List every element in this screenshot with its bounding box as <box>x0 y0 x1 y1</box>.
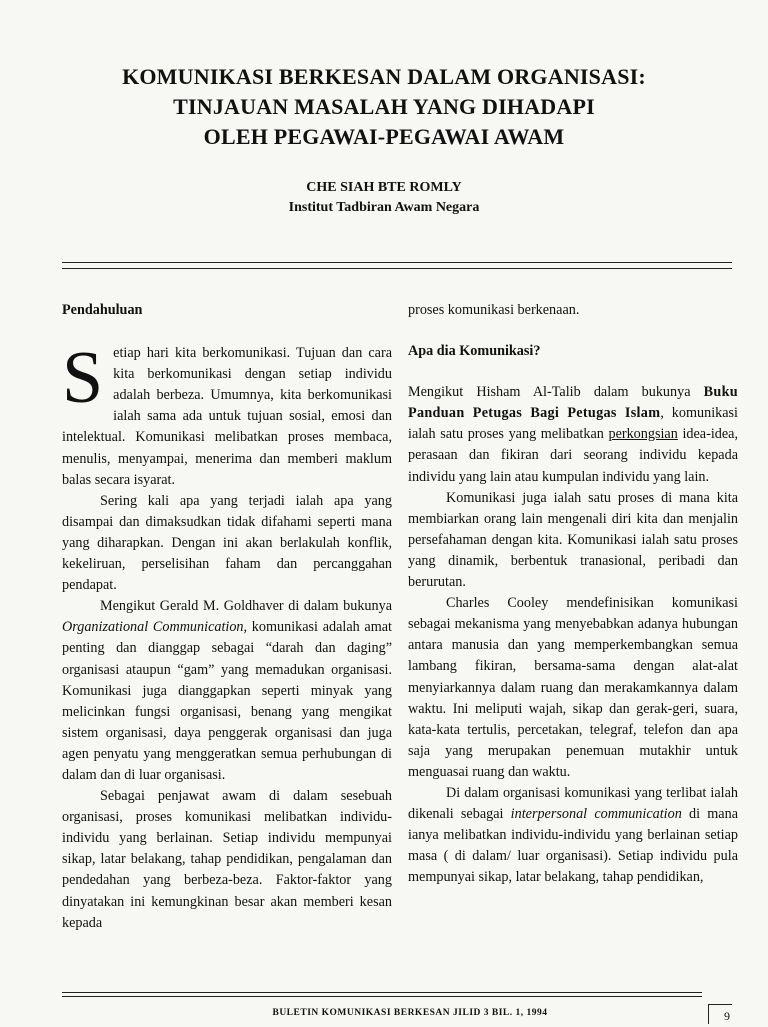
paragraph-2: Sering kali apa yang terjadi ialah apa yang disampai dan dimaksudkan tidak difahami seperti mana yang diharapkan. Dengan ini akan berlakulah konflik, kekeliruan, perselisihan faham dan percanggahan pendapat. <box>62 492 392 594</box>
top-rule <box>62 262 732 263</box>
term-interpersonal-communication: interpersonal communication <box>510 806 682 823</box>
section-heading-apa-dia-komunikasi: Apa dia Komunikasi? <box>408 343 541 360</box>
title-line-1: KOMUNIKASI BERKESAN DALAM ORGANISASI: <box>122 64 646 89</box>
article-title <box>0 62 768 152</box>
bottom-rule-double <box>62 996 702 997</box>
book-title-buku-panduan: Buku Panduan Petugas Bagi Petugas Islam <box>408 384 738 422</box>
author-affiliation: Institut Tadbiran Awam Negara <box>288 200 480 215</box>
paragraph-4: Sebagai penjawat awam di dalam sesebuah organisasi, proses komunikasi melibatkan individu-individu yang berlainan. Setiap individu mempunyai sikap, latar belakang, tahap pendidikan, pengalaman dan pendedahan yang berbeza-beza. Faktor-faktor yang dinyatakan ini kemungkinan besar akan memberi kesan kepada <box>62 788 392 931</box>
top-rule-double <box>62 268 732 269</box>
continuation-line: proses komunikasi berkenaan. <box>408 302 580 318</box>
right-paragraph-4: Di dalam organisasi komunikasi yang terlibat ialah dikenali sebagai interpersonal communication di mana ianya melibatkan individu-individu yang berlainan setiap masa ( di dalam/ luar organisasi). Setiap individu pula mempunyai sikap, latar belakang, tahap pendidikan, <box>408 784 738 886</box>
byline <box>0 178 768 218</box>
author-name: CHE SIAH BTE ROMLY <box>306 180 462 195</box>
definition-paragraph: Mengikut Hisham Al-Talib dalam bukunya Buku Panduan Petugas Bagi Petugas Islam, komunikasi ialah satu proses yang melibatkan perkongsian idea-idea, perasaan dan fikiran dari seorang individu kepada individu yang lain atau kumpulan individu yang lain. <box>408 384 738 485</box>
right-paragraph-3: Charles Cooley mendefinisikan komunikasi sebagai mekanisma yang menyebabkan adanya hubungan antara manusia dan yang memperkembangkan semua lambang fikiran, bersama-sama dengan alat-alat menyiarkannya dalam ruang dan merakamkannya dalam waktu. Ini meliputi wajah, sikap dan gerak-geri, suara, kata-kata tertulis, percetakan, telegraf, telefon dan apa saja yang merupakan penemuan mutakhir untuk menguasai ruang dan waktu. <box>408 595 738 780</box>
journal-footer: BULETIN KOMUNIKASI BERKESAN JILID 3 BIL. 1, 1994 <box>272 1008 548 1018</box>
bottom-rule <box>62 992 702 993</box>
drop-cap: S <box>62 337 104 420</box>
right-paragraph-2: Komunikasi juga ialah satu proses di mana kita membiarkan orang lain mengenali diri kita dan menjalin persefahaman dengan kita. Komunikasi ialah satu proses yang dinamik, berbentuk tranasional, peribadi dan berurutan. <box>408 489 738 591</box>
right-column <box>408 300 738 888</box>
page-number: 9 <box>708 1004 732 1024</box>
book-title-organizational-communication: Organizational Communication <box>62 619 244 636</box>
underlined-term: perkongsian <box>608 426 678 443</box>
title-line-2: TINJAUAN MASALAH YANG DIHADAPI <box>173 94 595 119</box>
left-column <box>62 300 392 934</box>
title-line-3: OLEH PEGAWAI-PEGAWAI AWAM <box>203 124 565 149</box>
intro-paragraph: Setiap hari kita berkomunikasi. Tujuan dan cara kita berkomunikasi dengan setiap individu adalah berbeza. Umumnya, kita berkomunikasi ialah sama ada untuk tujuan sosial, emosi dan intelektual. Komunikasi melibatkan proses membaca, menulis, menyampai, menerima dan memberi maklum balas secara isyarat. <box>62 337 392 488</box>
section-heading-pendahuluan: Pendahuluan <box>62 302 143 318</box>
paragraph-3: Mengikut Gerald M. Goldhaver di dalam bukunya Organizational Communication, komunikasi adalah amat penting dan dianggap sebagai “darah dan daging” organisasi ataupun “gam” yang memadukan organisasi. Komunikasi juga dianggapkan seperti minyak yang melicinkan fungsi organisasi, benang yang mengikat sistem organisasi, daya penggerak organisasi dan juga agen penyatu yang menggeratkan semua perhubungan di dalam dan di luar organisasi. <box>62 598 392 783</box>
